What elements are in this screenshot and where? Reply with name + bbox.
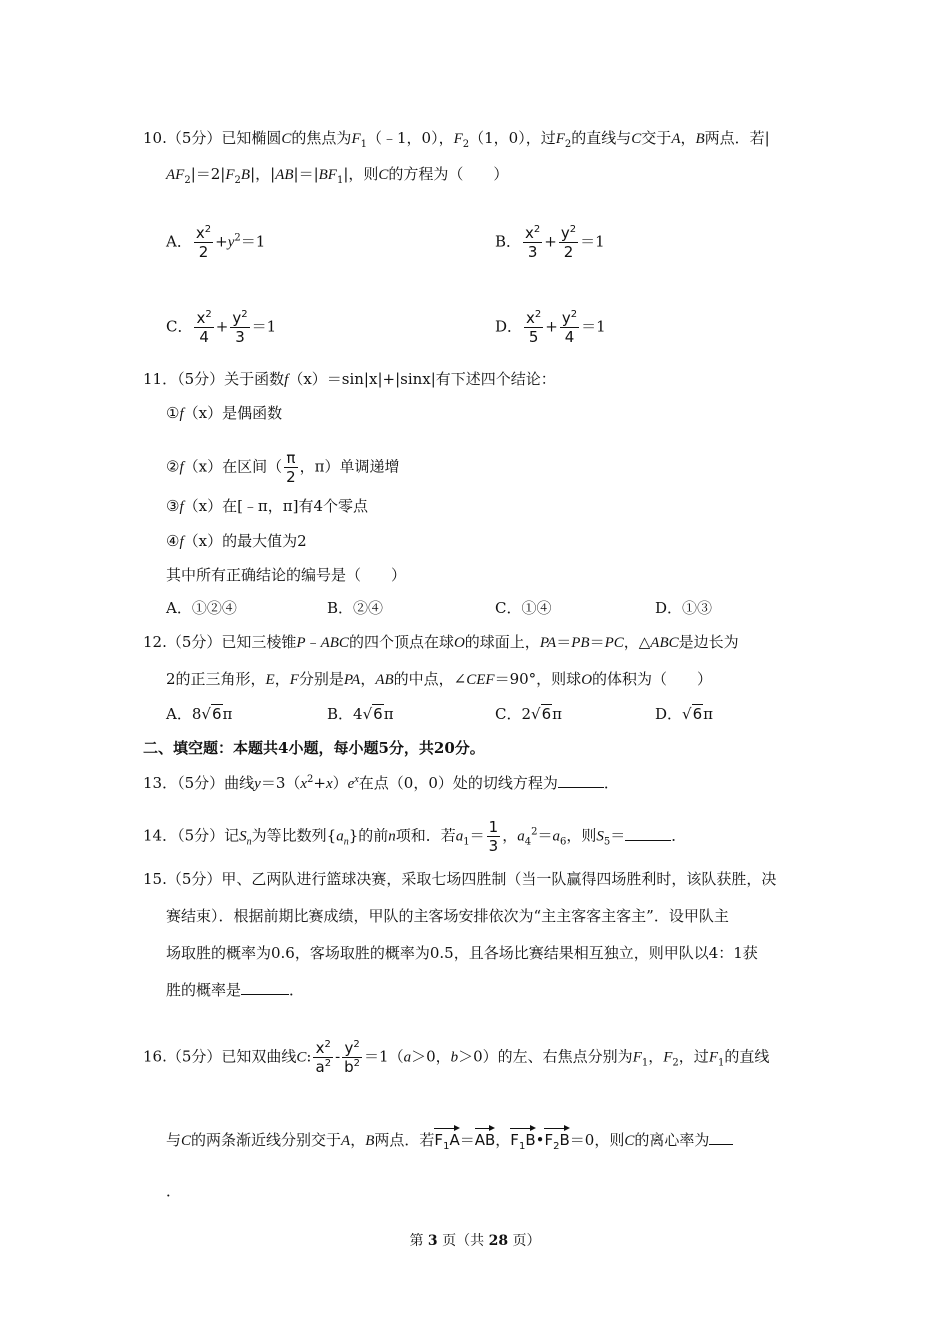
q14: 14．（5分）记$S_n$为等比数列$\{a_n\}$的前n项和．若$a_1=$ $\frac{1}{3}$ ，$a_4^2=a_6$，则$S_5=$ ．	[143, 818, 687, 855]
q11-option-a: A．①②④	[166, 599, 237, 617]
q15-line1: 15.（5分）甲、乙两队进行篮球决赛，采取七场四胜制（当一队赢得四场胜利时，该队获胜，决	[143, 870, 777, 888]
q16-line1: 16.（5分）已知双曲线C: $\frac{x^2}{a^2}$ - $\frac{y^2}{b^2}$ ＝1（a＞0，b＞0）的左、右焦点分别为$F_1$，$F_2$，过$F_1$的直线	[143, 1039, 770, 1076]
q11-option-d: D．①③	[655, 599, 713, 617]
q13-answer-blank[interactable]	[558, 773, 604, 788]
q11-ask: 其中所有正确结论的编号是（ ）	[166, 566, 407, 584]
q10-line2: $AF_2|=2|F_2B|$，$|AB|=|BF_1|$，则C的方程为（ ）	[166, 165, 509, 186]
q10-option-d: D． $\frac{x^2}{5}$ + $\frac{y^2}{4}$ ＝1	[495, 309, 606, 346]
q15-line3: 场取胜的概率为0.6，客场取胜的概率为0.5，且各场比赛结果相互独立，则甲队以4：1获	[166, 944, 758, 962]
q11-line1: 11．（5分）关于函数f（x）＝sin|x|+|sinx|有下述四个结论：	[143, 370, 556, 388]
q12-line2: 2的正三角形，E，F分别是PA，AB的中点，∠CEF＝90°，则球O的体积为（ ）	[166, 670, 713, 688]
q12-option-d: D．√6π	[655, 705, 713, 723]
q10-option-a: A． $\frac{x^2}{2}$ $+y^2=1$	[166, 224, 266, 261]
q11-option-c: C．①④	[495, 599, 552, 617]
q11-statement-1: ①f（x）是偶函数	[166, 404, 283, 422]
q12-line1: 12.（5分）已知三棱锥P﹣ABC的四个顶点在球O的球面上，PA＝PB＝PC，△ABC是边长为	[143, 633, 739, 651]
q15-line4: 胜的概率是 ．	[166, 981, 305, 999]
q12-option-c: C．2√6π	[495, 705, 562, 723]
q11-option-b: B．②④	[327, 599, 384, 617]
q15-answer-blank[interactable]	[241, 980, 289, 995]
page-number: 3	[427, 1233, 438, 1249]
q12-option-b: B．4√6π	[327, 705, 394, 723]
q11-statement-2: ②f（x）在区间（ $\frac{\pi}{2}$ ，π）单调递增	[166, 449, 400, 486]
section-heading: 二、填空题：本题共4小题，每小题5分，共20分。	[143, 739, 485, 757]
q14-answer-blank[interactable]	[625, 826, 671, 841]
q10-option-b: B． $\frac{x^2}{3}$ + $\frac{y^2}{2}$ ＝1	[495, 224, 605, 261]
q11-statement-3: ③f（x）在[﹣π，π]有4个零点	[166, 497, 369, 515]
q11-statement-4: ④f（x）的最大值为2	[166, 532, 307, 550]
q15-line2: 赛结束）．根据前期比赛成绩，甲队的主客场安排依次为“主主客客主客主”．设甲队主	[166, 907, 729, 925]
q10-line1: 10.（5分）已知椭圆C的焦点为$F_1(﹣1$，0），$F_2(1$，0），过$F_2$的直线与C交于A，B两点．若|	[143, 129, 770, 150]
page-footer: 第 3 页（共 28 页）	[409, 1233, 541, 1249]
page-total: 28	[488, 1233, 509, 1249]
q16-line3: ．	[166, 1182, 182, 1200]
q12-option-a: A．8√6π	[166, 705, 233, 723]
q13: 13．（5分）曲线$y=3(x^2+x)e^x$在点（0，0）处的切线方程为 ．	[143, 774, 619, 792]
q16-line2: 与C的两条渐近线分别交于A，B两点．若$F_1A=AB$，$F_1B•F_2B=0$，则C的离心率为	[166, 1126, 733, 1151]
q16-answer-blank[interactable]	[709, 1130, 733, 1145]
q10-option-c: C． $\frac{x^2}{4}$ + $\frac{y^2}{3}$ ＝1	[166, 309, 277, 346]
